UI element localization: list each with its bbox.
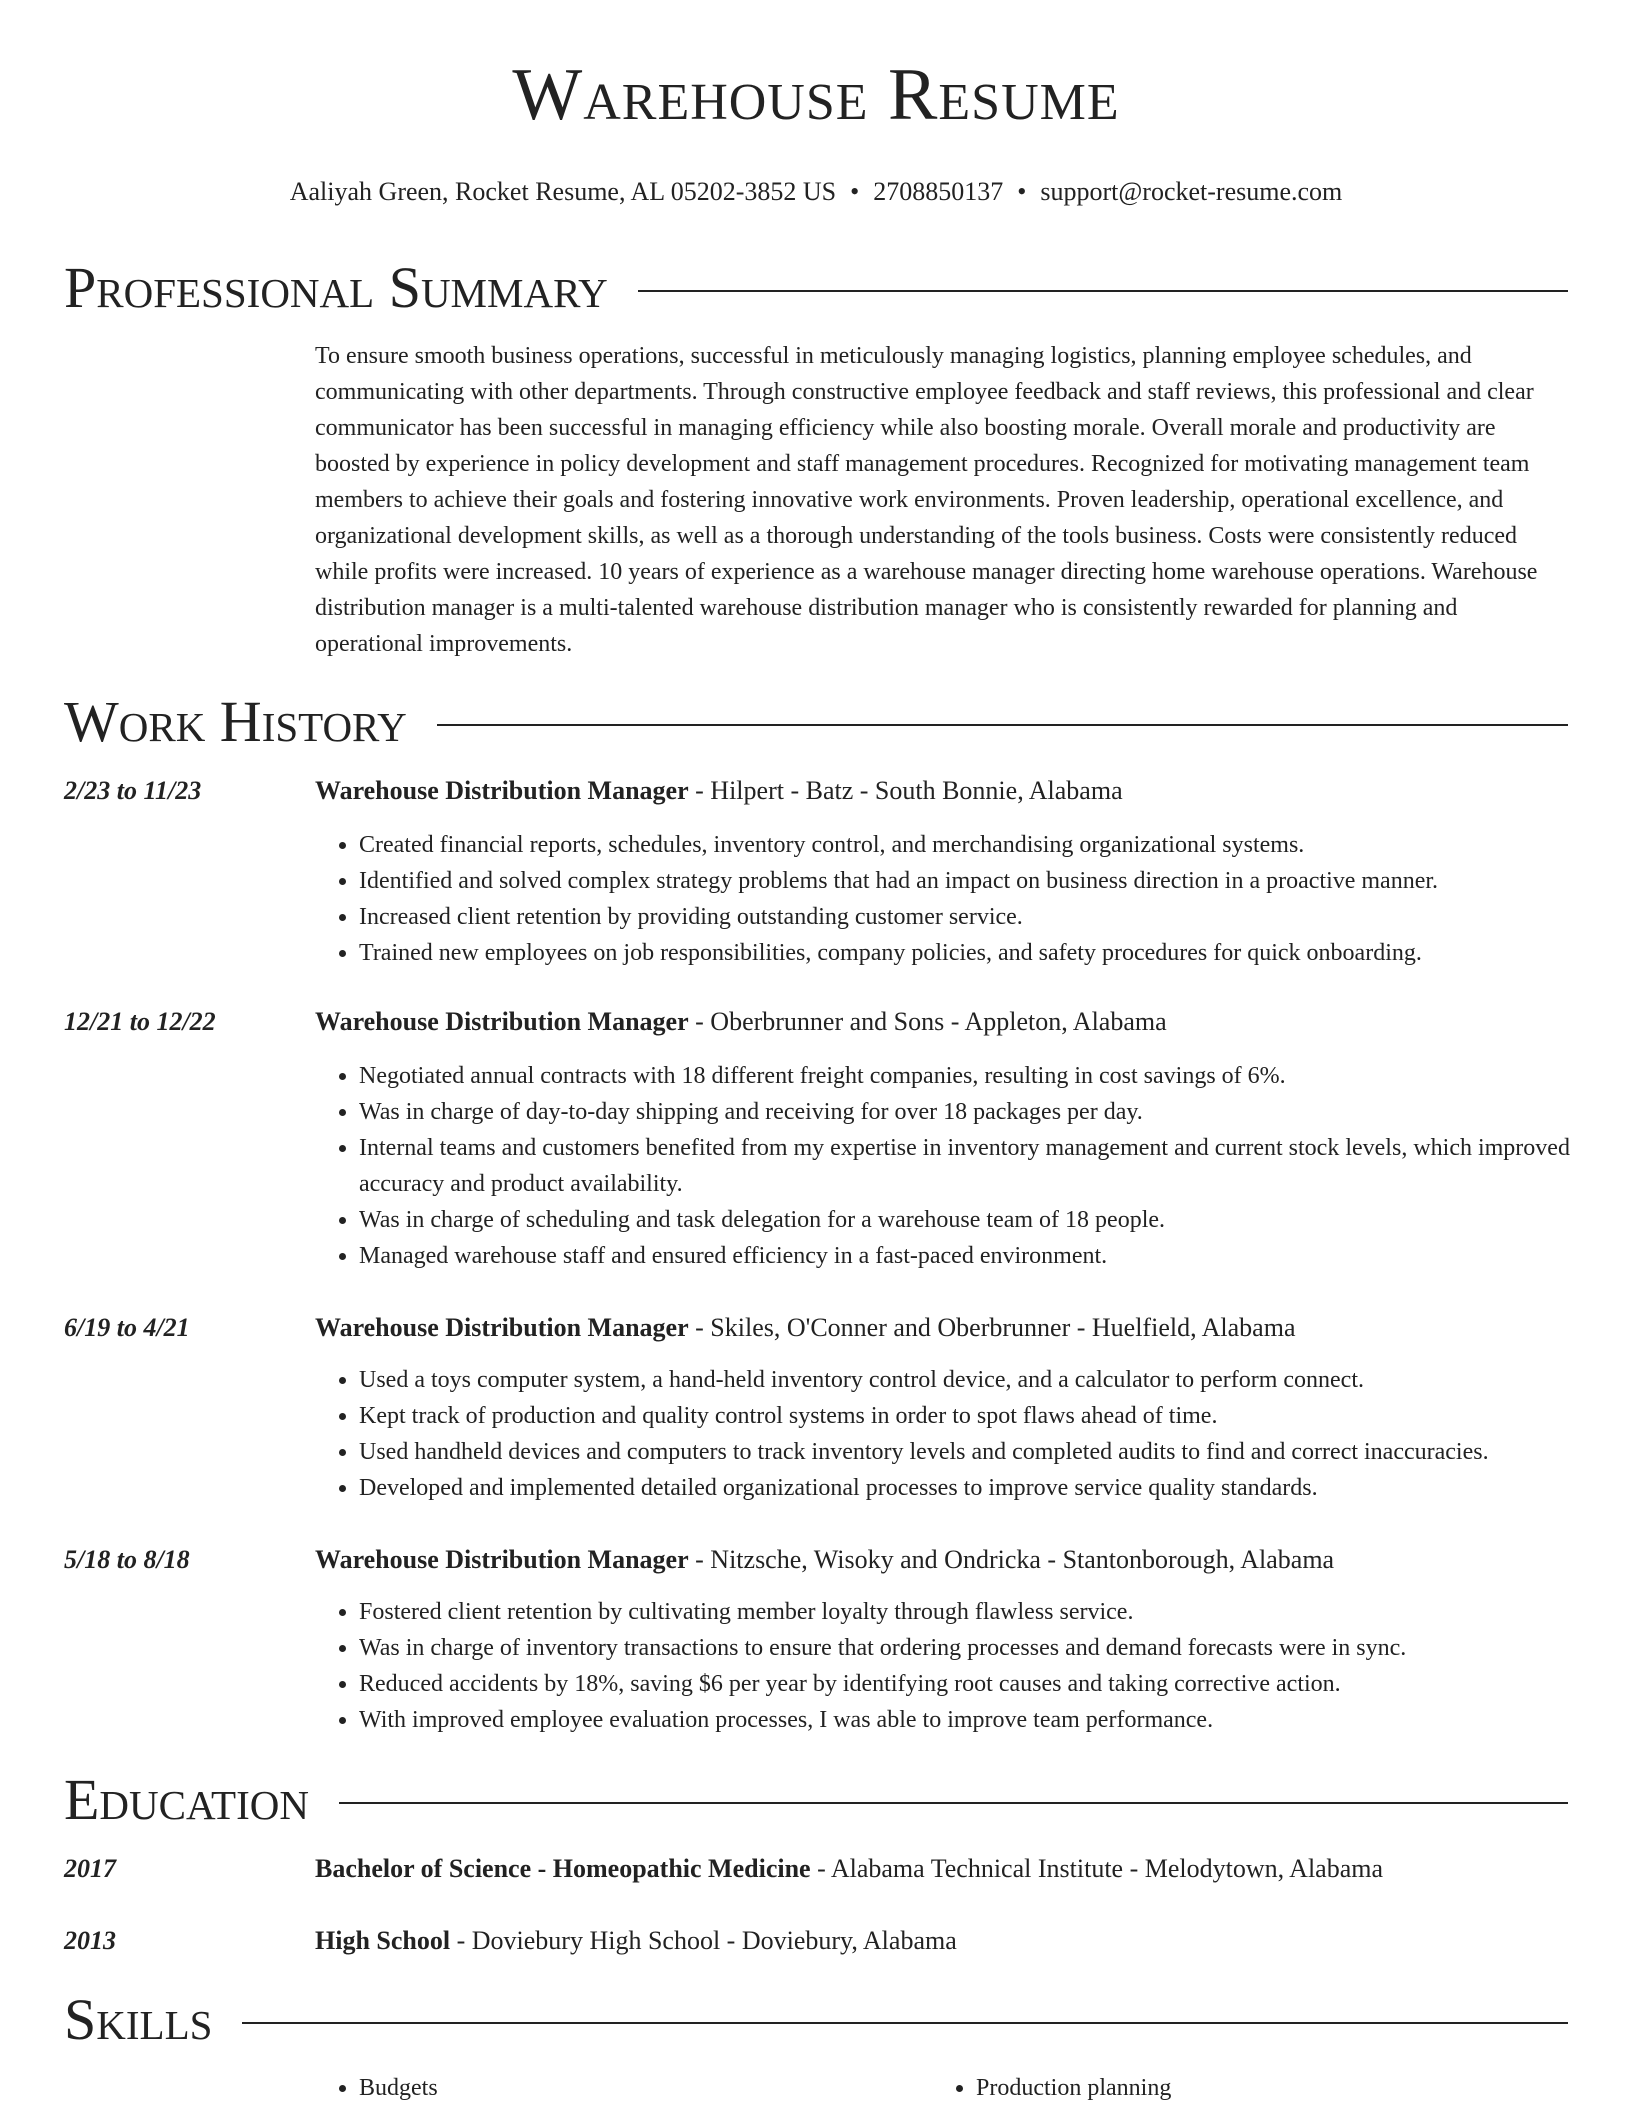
contact-line	[0, 176, 1632, 208]
education-year: 2017	[64, 1854, 116, 1883]
list-item: • Trained new employees on job responsibilities, company policies, and safety procedures for quick onboarding.	[359, 935, 1570, 971]
list-item: • Reduced accidents by 18%, saving $6 per year by identifying root causes and taking corrective action.	[359, 1666, 1570, 1702]
document-title: Warehouse Resume	[512, 54, 1120, 136]
summary-section-header	[64, 256, 1568, 320]
list-item: • Used a toys computer system, a hand-held inventory control device, and a calculator to perform connect.	[359, 1362, 1570, 1398]
job-bullets	[315, 1594, 1570, 1738]
contact-separator: •	[850, 177, 860, 206]
education-heading	[315, 1923, 1570, 1959]
list-item: • Negotiated annual contracts with 18 different freight companies, resulting in cost savings of 6%.	[359, 1058, 1570, 1094]
education-degree: Bachelor of Science - Homeopathic Medicine	[315, 1854, 811, 1883]
list-item: • Fostered client retention by cultivating member loyalty through flawless service.	[359, 1594, 1570, 1630]
job-bullets	[315, 827, 1570, 971]
list-item: • Increased client retention by providing outstanding customer service.	[359, 899, 1570, 935]
summary-text: To ensure smooth business operations, successful in meticulously managing logistics, planning employee schedules, and communicating with other departments. Through constructive employee feedback and staff reviews, this professional and clear communicator has been successful in managing efficiency while also boosting morale. Overall morale and productivity are boosted by experience in policy development and staff management procedures. Recognized for motivating management team members to achieve their goals and fostering innovative work environments. Proven leadership, operational excellence, and organizational development skills, as well as a thorough understanding of the tools business. Costs were consistently reduced while profits were increased. 10 years of experience as a warehouse manager directing home warehouse operations. Warehouse distribution manager is a multi-talented warehouse distribution manager who is consistently rewarded for planning and operational improvements.	[315, 343, 1538, 657]
work-section-header	[64, 690, 1568, 754]
section-heading: Professional Summary	[64, 255, 608, 320]
skill-item: • Production planning	[976, 2070, 1549, 2106]
section-heading: Education	[64, 1767, 309, 1832]
job-dates: 5/18 to 8/18	[64, 1545, 190, 1574]
job-dates: 2/23 to 11/23	[64, 776, 202, 805]
list-item: • Managed warehouse staff and ensured efficiency in a fast-paced environment.	[359, 1238, 1570, 1274]
job-entry	[315, 1004, 1570, 1274]
job-entry	[315, 773, 1570, 971]
contact-email: support@rocket-resume.com	[1040, 177, 1343, 206]
job-dates: 12/21 to 12/22	[64, 1007, 216, 1036]
list-item: • Created financial reports, schedules, inventory control, and merchandising organizational systems.	[359, 827, 1570, 863]
skills-column-left	[315, 2070, 932, 2106]
list-item: • Developed and implemented detailed organizational processes to improve service quality standards.	[359, 1470, 1570, 1506]
education-entry	[315, 1851, 1570, 1887]
list-item: • Identified and solved complex strategy problems that had an impact on business direction in a proactive manner.	[359, 863, 1570, 899]
job-dates: 6/19 to 4/21	[64, 1313, 190, 1342]
job-details: - Nitzsche, Wisoky and Ondricka - Stantonborough, Alabama	[688, 1545, 1335, 1574]
skills-section-header	[64, 1988, 1568, 2052]
list-item: • Was in charge of day-to-day shipping and receiving for over 18 packages per day.	[359, 1094, 1570, 1130]
education-details: - Alabama Technical Institute - Melodytown, Alabama	[810, 1854, 1384, 1883]
skill-item: • Budgets	[359, 2070, 932, 2106]
contact-separator: •	[1017, 177, 1027, 206]
job-heading	[315, 1542, 1570, 1578]
section-heading: Work History	[64, 689, 407, 754]
section-divider	[339, 1802, 1568, 1804]
section-divider	[242, 2022, 1568, 2024]
job-entry	[315, 1310, 1570, 1506]
job-details: - Oberbrunner and Sons - Appleton, Alabama	[688, 1007, 1167, 1036]
education-section-header	[64, 1768, 1568, 1832]
job-title: Warehouse Distribution Manager	[315, 776, 689, 805]
job-title: Warehouse Distribution Manager	[315, 1313, 689, 1342]
list-item: • Was in charge of scheduling and task delegation for a warehouse team of 18 people.	[359, 1202, 1570, 1238]
list-item: • Kept track of production and quality control systems in order to spot flaws ahead of time.	[359, 1398, 1570, 1434]
education-details: - Doviebury High School - Doviebury, Alabama	[450, 1926, 957, 1955]
list-item: • Was in charge of inventory transactions to ensure that ordering processes and demand forecasts were in sync.	[359, 1630, 1570, 1666]
list-item: • Used handheld devices and computers to track inventory levels and completed audits to find and correct inaccuracies.	[359, 1434, 1570, 1470]
job-bullets	[315, 1058, 1570, 1274]
education-heading	[315, 1851, 1570, 1887]
job-heading	[315, 1310, 1570, 1346]
skills-list	[315, 2070, 1570, 2106]
job-title: Warehouse Distribution Manager	[315, 1007, 689, 1036]
education-entry	[315, 1923, 1570, 1959]
list-item: • Internal teams and customers benefited from my expertise in inventory management and current stock levels, which improved accuracy and product availability.	[359, 1130, 1570, 1202]
job-title: Warehouse Distribution Manager	[315, 1545, 689, 1574]
skills-column-right	[932, 2070, 1549, 2106]
section-divider	[437, 724, 1568, 726]
job-heading	[315, 773, 1570, 809]
job-details: - Hilpert - Batz - South Bonnie, Alabama	[688, 776, 1123, 805]
job-heading	[315, 1004, 1570, 1040]
contact-address: Aaliyah Green, Rocket Resume, AL 05202-3852 US	[289, 177, 837, 206]
job-bullets	[315, 1362, 1570, 1506]
section-divider	[638, 290, 1568, 292]
education-degree: High School	[315, 1926, 451, 1955]
education-year: 2013	[64, 1926, 116, 1955]
list-item: • With improved employee evaluation processes, I was able to improve team performance.	[359, 1702, 1570, 1738]
contact-phone: 2708850137	[873, 177, 1004, 206]
job-details: - Skiles, O'Conner and Oberbrunner - Huelfield, Alabama	[688, 1313, 1296, 1342]
job-entry	[315, 1542, 1570, 1738]
section-heading: Skills	[64, 1987, 213, 2052]
